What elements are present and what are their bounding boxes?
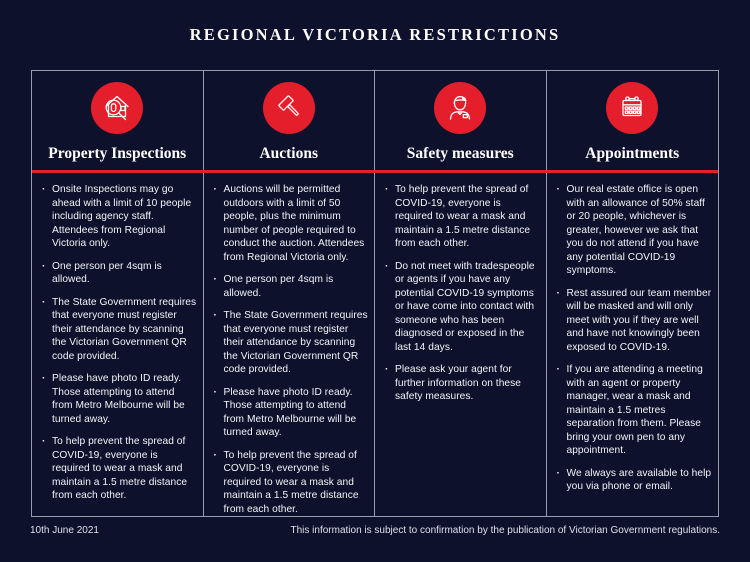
calendar-icon <box>614 90 650 126</box>
restriction-list <box>385 183 541 404</box>
page-title: REGIONAL VICTORIA RESTRICTIONS <box>189 25 561 44</box>
title-bar <box>0 0 750 70</box>
column-body-auctions <box>204 173 376 516</box>
footer <box>30 525 720 536</box>
magnifier-house-icon <box>99 90 135 126</box>
restriction-item: · Rest assured our team member will be masked and will only meet with you if they are well and have not knowingly been exposed to COVID-19. <box>557 287 714 355</box>
restriction-item: · We always are available to help you via phone or email. <box>557 467 714 494</box>
restriction-item: · One person per 4sqm is allowed. <box>42 260 198 287</box>
gavel-icon <box>271 90 307 126</box>
restriction-item: · Onsite Inspections may go ahead with a limit of 10 people including agency staff. Attendees from Regional Victoria only. <box>42 183 198 251</box>
restriction-item: · To help prevent the spread of COVID-19, everyone is required to wear a mask and maintain a 1.5 metre distance from each other. <box>42 435 198 503</box>
restriction-item: · If you are attending a meeting with an agent or property manager, wear a mask and maintain a 1.5 metres separation from them. Please bring your own pen to any appointment. <box>557 363 714 458</box>
column-title: Property Inspections <box>48 145 187 162</box>
column-title: Auctions <box>259 145 319 162</box>
restriction-item: · Please have photo ID ready. Those attempting to attend from Metro Melbourne will be turned away. <box>214 386 370 440</box>
icon-circle <box>263 82 315 134</box>
column-title: Appointments <box>585 145 680 162</box>
restriction-list <box>557 183 714 494</box>
column-body-safety-measures <box>375 173 547 516</box>
footer-date: 10th June 2021 <box>30 525 99 536</box>
restriction-list <box>42 183 198 503</box>
icon-circle <box>434 82 486 134</box>
icon-circle <box>606 82 658 134</box>
column-header-safety-measures <box>375 71 547 170</box>
footer-disclaimer: This information is subject to confirmation by the publication of Victorian Government regulations. <box>290 525 720 536</box>
restriction-item: · Please ask your agent for further information on these safety measures. <box>385 363 541 404</box>
column-header-property-inspections <box>32 71 204 170</box>
column-header-appointments <box>547 71 719 170</box>
restriction-item: · The State Government requires that everyone must register their attendance by scanning the Victorian Government QR code provided. <box>214 309 370 377</box>
column-body-appointments <box>547 173 719 516</box>
restriction-item: · Do not meet with tradespeople or agents if you have any potential COVID-19 symptoms or have come into contact with someone who has been diagnosed or exposed in the last 14 days. <box>385 260 541 355</box>
column-body-property-inspections <box>32 173 204 516</box>
restriction-item: · Please have photo ID ready. Those attempting to attend from Metro Melbourne will be turned away. <box>42 372 198 426</box>
restriction-list <box>214 183 370 516</box>
column-header-auctions <box>204 71 376 170</box>
agent-mask-icon <box>442 90 478 126</box>
restriction-item: · Our real estate office is open with an allowance of 50% staff or 20 people, whichever is greater, however we ask that you do not attend if you have any potential COVID-19 symptoms. <box>557 183 714 278</box>
restriction-item: · To help prevent the spread of COVID-19, everyone is required to wear a mask and maintain a 1.5 metre distance from each other. <box>385 183 541 251</box>
column-title: Safety measures <box>406 145 514 162</box>
restriction-item: · Auctions will be permitted outdoors with a limit of 50 people, plus the minimum number of people required to conduct the auction. Attendees from Regional Victoria only. <box>214 183 370 264</box>
restriction-item: · To help prevent the spread of COVID-19, everyone is required to wear a mask and maintain a 1.5 metre distance from each other. <box>214 449 370 517</box>
restrictions-table <box>31 70 719 517</box>
icon-circle <box>91 82 143 134</box>
restriction-item: · One person per 4sqm is allowed. <box>214 273 370 300</box>
restriction-item: · The State Government requires that everyone must register their attendance by scanning the Victorian Government QR code provided. <box>42 296 198 364</box>
